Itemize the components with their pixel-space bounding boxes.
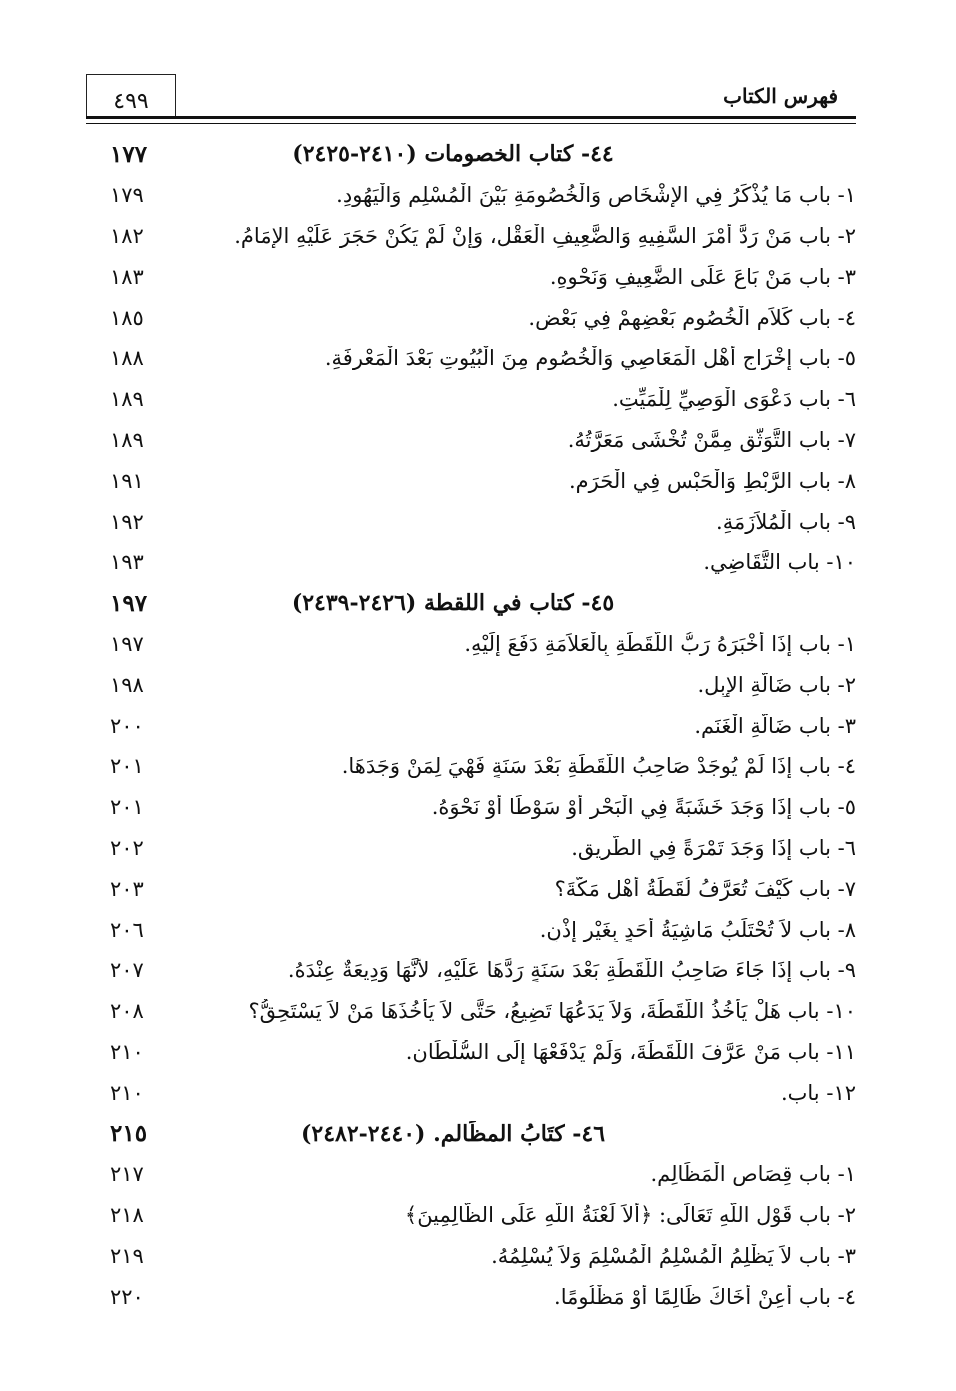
entry-page-number: ٢١٨ — [110, 1203, 144, 1228]
chapter-title: ١٠- باب هَلْ يَأْخُذُ اللُّقَطَةَ، وَلاَ يَدَعُهَا تَضِيعُ، حَتَّى لاَ يَأْخُذَهَا مَنْ لاَ يَسْتَحِقُّ؟ — [248, 999, 856, 1024]
chapter-entry-row — [110, 175, 856, 216]
chapter-title: ١- باب مَا يُذْكَرُ فِي الإِشْخَاصِ وَالْخُصُومَةِ بَيْنَ الْمُسْلِمِ وَالْيَهُودِ. — [336, 183, 856, 208]
entry-page-number: ٢١٩ — [110, 1243, 144, 1268]
book-heading-row — [110, 134, 856, 175]
chapter-entry-row — [110, 338, 856, 379]
chapter-title: ١- باب إِذَا أَخْبَرَهُ رَبُّ اللُّقَطَةِ بِالْعَلاَمَةِ دَفَعَ إِلَيْهِ. — [464, 631, 856, 656]
entry-page-number: ١٩٢ — [110, 509, 144, 534]
header-rule-thick — [86, 116, 856, 119]
index-entries — [110, 134, 856, 1317]
entry-page-number: ١٨٩ — [110, 387, 144, 412]
chapter-entry-row — [110, 1195, 856, 1236]
entry-page-number: ٢١٠ — [110, 1080, 144, 1105]
entry-page-number: ٢٠١ — [110, 795, 144, 820]
chapter-title: ٧- باب كَيْفَ تُعَرَّفُ لُقَطَةُ أَهْلِ مَكَّةَ؟ — [554, 876, 856, 901]
entry-page-number: ٢٢٠ — [110, 1284, 144, 1309]
chapter-entry-row — [110, 787, 856, 828]
running-header-title: فهرس الكتاب — [723, 84, 838, 108]
book-title: ٤٥- كتاب في اللقطة (٢٤٢٦-٢٤٣٩) — [291, 590, 615, 617]
chapter-title: ١- باب قِصَاصِ الْمَظَالِمِ. — [650, 1162, 856, 1187]
entry-page-number: ٢٠٠ — [110, 713, 144, 738]
entry-page-number: ١٧٧ — [110, 140, 148, 168]
chapter-entry-row — [110, 909, 856, 950]
entry-page-number: ٢١٥ — [110, 1120, 148, 1148]
chapter-title: ٩- باب إِذَا جَاءَ صَاحِبُ اللُّقَطَةِ بَعْدَ سَنَةٍ رَدَّهَا عَلَيْهِ، لأَنَّهَا وَدِيعَةٌ عِنْدَهُ. — [287, 958, 856, 983]
entry-page-number: ٢٠٨ — [110, 999, 144, 1024]
chapter-title: ٦- باب دَعْوَى الْوَصِيِّ لِلْمَيِّتِ. — [612, 387, 856, 412]
chapter-entry-row — [110, 420, 856, 461]
entry-page-number: ٢٠٢ — [110, 835, 144, 860]
chapter-title: ١٢- باب. — [780, 1080, 856, 1105]
chapter-entry-row — [110, 746, 856, 787]
chapter-entry-row — [110, 1154, 856, 1195]
book-title: ٤٤- كتاب الخصومات (٢٤١٠-٢٤٢٥) — [292, 141, 614, 168]
entry-page-number: ٢٠١ — [110, 754, 144, 779]
chapter-title: ٦- باب إِذَا وَجَدَ تَمْرَةً فِي الطَّرِيقِ. — [571, 835, 856, 860]
chapter-title: ٥- باب إِذَا وَجَدَ خَشَبَةً فِي الْبَحْرِ أَوْ سَوْطًا أَوْ نَحْوَهُ. — [431, 795, 856, 820]
chapter-title: ٤- باب إِذَا لَمْ يُوجَدْ صَاحِبُ اللُّقَطَةِ بَعْدَ سَنَةٍ فَهْيَ لِمَنْ وَجَدَهَا. — [341, 754, 856, 779]
entry-page-number: ٢٠٧ — [110, 958, 144, 983]
entry-page-number: ٢١٧ — [110, 1162, 144, 1187]
chapter-entry-row — [110, 1032, 856, 1073]
chapter-title: ٣- باب ضَالَّةِ الْغَنَمِ. — [694, 713, 856, 738]
entry-page-number: ١٨٣ — [110, 264, 144, 289]
book-heading-row — [110, 583, 856, 624]
header-rule-thin — [86, 123, 856, 124]
chapter-title: ٤- باب أَعِنْ أَخَاكَ ظَالِمًا أَوْ مَظْلُومًا. — [554, 1284, 856, 1309]
chapter-entry-row — [110, 991, 856, 1032]
chapter-entry-row — [110, 460, 856, 501]
chapter-title: ٥- باب إِخْرَاجِ أَهْلِ الْمَعَاصِي وَالْخُصُومِ مِنَ الْبُيُوتِ بَعْدَ الْمَعْرِفَةِ. — [324, 346, 856, 371]
entry-page-number: ١٨٨ — [110, 346, 144, 371]
chapter-entry-row — [110, 828, 856, 869]
entry-page-number: ١٩١ — [110, 468, 144, 493]
chapter-entry-row — [110, 501, 856, 542]
entry-page-number: ١٨٩ — [110, 427, 144, 452]
chapter-entry-row — [110, 705, 856, 746]
chapter-entry-row — [110, 542, 856, 583]
chapter-title: ٨- باب لاَ تُحْتَلَبُ مَاشِيَةُ أَحَدٍ بِغَيْرِ إِذْنٍ. — [539, 917, 856, 942]
chapter-entry-row — [110, 1236, 856, 1277]
chapter-entry-row — [110, 664, 856, 705]
entry-page-number: ١٩٨ — [110, 672, 144, 697]
chapter-title: ٩- باب الْمُلاَزَمَةِ. — [716, 509, 856, 534]
book-heading-row — [110, 1113, 856, 1154]
chapter-title: ٤- باب كَلاَمِ الْخُصُومِ بَعْضِهِمْ فِي بَعْضٍ. — [528, 305, 856, 330]
chapter-entry-row — [110, 216, 856, 257]
page-number: ٤٩٩ — [113, 89, 149, 114]
chapter-entry-row — [110, 1276, 856, 1317]
chapter-title: ٣- باب مَنْ بَاعَ عَلَى الضَّعِيفِ وَنَحْوِهِ. — [549, 264, 856, 289]
entry-page-number: ١٩٧ — [110, 631, 144, 656]
chapter-title: ٣- باب لاَ يَظْلِمُ الْمُسْلِمُ الْمُسْلِمَ وَلاَ يُسْلِمُهُ. — [491, 1243, 856, 1268]
chapter-title: ١٠- باب التَّقَاضِي. — [703, 550, 856, 575]
entry-page-number: ١٩٣ — [110, 550, 144, 575]
entry-page-number: ١٧٩ — [110, 183, 144, 208]
chapter-entry-row — [110, 297, 856, 338]
chapter-title: ٨- باب الرَّبْطِ وَالْحَبْسِ فِي الْحَرَمِ. — [569, 468, 856, 493]
chapter-title: ٢- باب مَنْ رَدَّ أَمْرَ السَّفِيهِ وَالضَّعِيفِ الْعَقْلِ، وَإِنْ لَمْ يَكُنْ حَجَرَ عَلَيْهِ الإِمَامُ. — [234, 223, 856, 248]
book-title: ٤٦- كتَابُ المظَالم. (٢٤٤٠-٢٤٨٢) — [300, 1120, 606, 1147]
chapter-entry-row — [110, 868, 856, 909]
entry-page-number: ١٨٥ — [110, 305, 144, 330]
chapter-title: ٧- باب التَّوَثُّقِ مِمَّنْ تُخْشَى مَعَرَّتُهُ. — [567, 427, 856, 452]
chapter-title: ١١- باب مَنْ عَرَّفَ اللُّقَطَةَ، وَلَمْ يَدْفَعْهَا إِلَى السُّلْطَانِ. — [405, 1039, 856, 1064]
chapter-entry-row — [110, 379, 856, 420]
chapter-entry-row — [110, 256, 856, 297]
entry-page-number: ٢١٠ — [110, 1039, 144, 1064]
entry-page-number: ١٨٢ — [110, 223, 144, 248]
chapter-entry-row — [110, 1072, 856, 1113]
page-number-box — [86, 74, 176, 116]
chapter-title: ٢- باب قَوْلِ اللَّهِ تَعَالَى: ﴿أَلاَ لَعْنَةُ اللَّهِ عَلَى الظَّالِمِينَ﴾ — [404, 1203, 856, 1228]
chapter-title: ٢- باب ضَالَّةِ الإِبِلِ. — [697, 672, 856, 697]
entry-page-number: ١٩٧ — [110, 589, 148, 617]
entry-page-number: ٢٠٣ — [110, 876, 144, 901]
chapter-entry-row — [110, 950, 856, 991]
chapter-entry-row — [110, 624, 856, 665]
entry-page-number: ٢٠٦ — [110, 917, 144, 942]
